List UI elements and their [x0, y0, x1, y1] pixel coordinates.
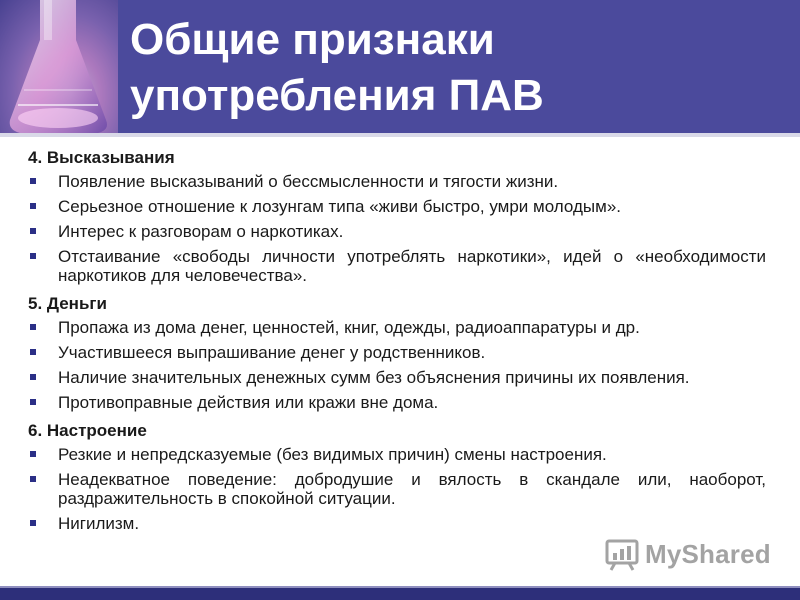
list-item	[28, 247, 766, 285]
bullet-square-icon	[30, 203, 36, 209]
bullet-square-icon	[30, 178, 36, 184]
list-money	[28, 318, 766, 412]
bullet-square-icon	[30, 228, 36, 234]
list-statements	[28, 172, 766, 285]
bullet-square-icon	[30, 374, 36, 380]
list-mood	[28, 445, 766, 533]
slide-title-line1: Общие признаки	[130, 15, 495, 64]
list-item-text: Участившееся выпрашивание денег у родственников.	[58, 343, 486, 362]
bullet-square-icon	[30, 253, 36, 259]
slide-body	[28, 148, 766, 539]
list-item-text: Неадекватное поведение: добродушие и вялость в скандале или, наоборот, раздражительность в спокойной ситуации.	[58, 470, 766, 508]
watermark-text: MyShared	[645, 538, 771, 569]
list-item-text: Противоправные действия или кражи вне дома.	[58, 393, 439, 412]
footer-band	[0, 586, 800, 600]
bullet-square-icon	[30, 399, 36, 405]
list-item-text: Интерес к разговорам о наркотиках.	[58, 222, 344, 241]
bullet-square-icon	[30, 476, 36, 482]
list-item-text: Появление высказываний о бессмысленности и тягости жизни.	[58, 172, 559, 191]
bullet-square-icon	[30, 349, 36, 355]
list-item	[28, 222, 766, 241]
list-item-text: Резкие и непредсказуемые (без видимых причин) смены настроения.	[58, 445, 607, 464]
list-item	[28, 197, 766, 216]
myshared-watermark	[605, 536, 771, 572]
list-item-text: Пропажа из дома денег, ценностей, книг, одежды, радиоаппаратуры и др.	[58, 318, 640, 337]
list-item-text: Наличие значительных денежных сумм без объяснения причины их появления.	[58, 368, 690, 387]
myshared-logo-icon	[605, 537, 639, 571]
footer-stripe	[0, 586, 800, 588]
flask-illustration	[0, 0, 118, 133]
list-item	[28, 368, 766, 387]
bullet-square-icon	[30, 520, 36, 526]
lab-flask-image	[0, 0, 118, 133]
list-item	[28, 393, 766, 412]
list-item	[28, 514, 766, 533]
bullet-square-icon	[30, 451, 36, 457]
section-heading-statements: 4. Высказывания	[28, 148, 175, 167]
bullet-square-icon	[30, 324, 36, 330]
list-item	[28, 470, 766, 508]
list-item	[28, 343, 766, 362]
list-item-text: Нигилизм.	[58, 514, 140, 533]
list-item-text: Отстаивание «свободы личности употреблять наркотики», идей о «необходимости наркотиков для человечества».	[58, 247, 766, 285]
list-item	[28, 445, 766, 464]
title-divider	[0, 133, 800, 137]
slide-title	[130, 12, 544, 124]
slide-title-line2: употребления ПАВ	[130, 71, 544, 120]
section-heading-money: 5. Деньги	[28, 294, 107, 313]
section-heading-mood: 6. Настроение	[28, 421, 147, 440]
list-item-text: Серьезное отношение к лозунгам типа «живи быстро, умри молодым».	[58, 197, 621, 216]
list-item	[28, 318, 766, 337]
list-item	[28, 172, 766, 191]
